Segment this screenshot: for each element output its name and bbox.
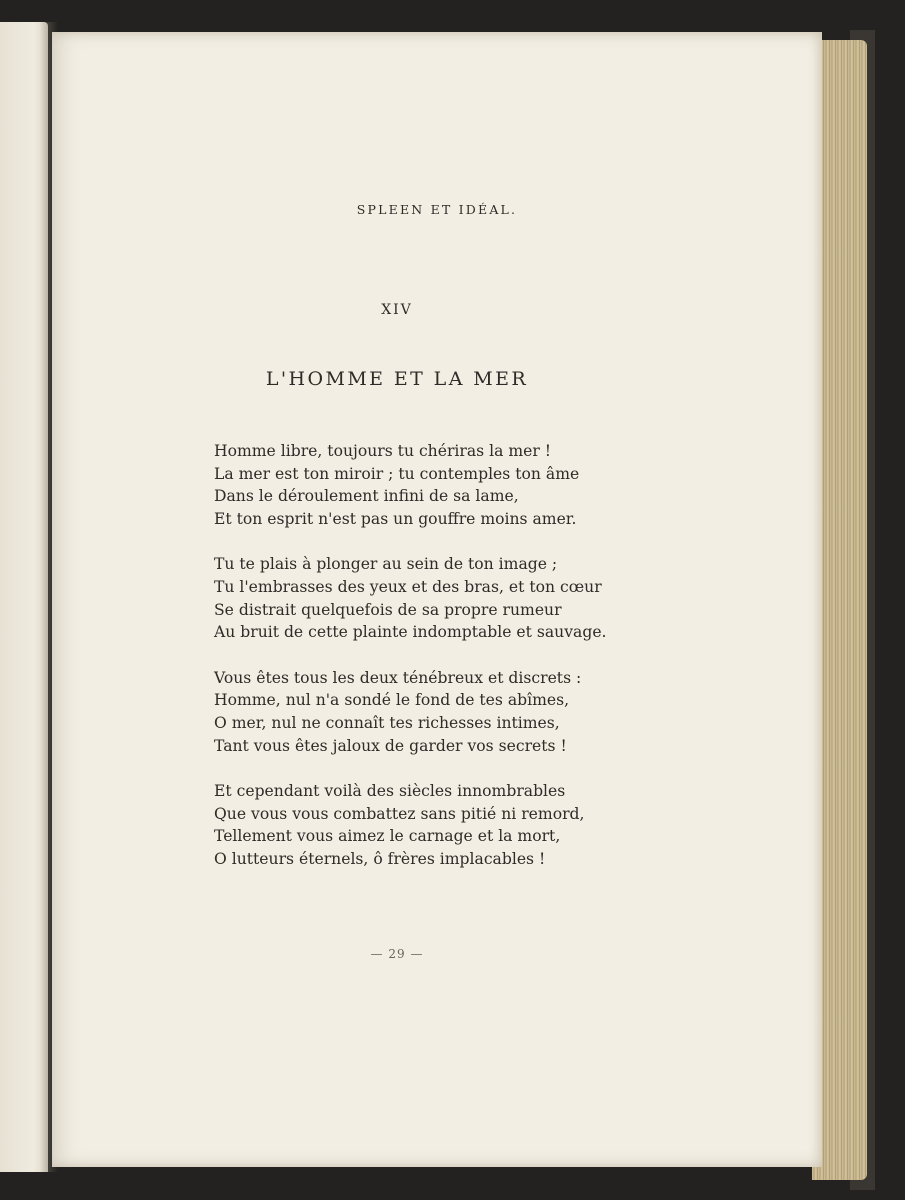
verse-line: O mer, nul ne connaît tes richesses intimes, <box>214 713 560 732</box>
stanza <box>214 440 607 530</box>
poem-body <box>214 440 607 894</box>
verse-line: Vous êtes tous les deux ténébreux et discrets : <box>214 668 582 687</box>
verse-line: Homme, nul n'a sondé le fond de tes abîmes, <box>214 691 570 710</box>
stanza <box>214 553 607 643</box>
page-number: — 29 — <box>370 947 424 961</box>
verse-line: Que vous vous combattez sans pitié ni remord, <box>214 804 585 823</box>
poem-title: L'HOMME ET LA MER <box>265 368 529 390</box>
stanza <box>214 667 607 757</box>
poem-number: XIV <box>381 302 413 318</box>
verse-line: Tellement vous aimez le carnage et la mort, <box>214 827 561 846</box>
verse-line: Tu l'embrasses des yeux et des bras, et ton cœur <box>214 577 602 596</box>
stanza <box>214 780 607 870</box>
verse-line: Tu te plais à plonger au sein de ton image ; <box>214 555 558 574</box>
running-head: SPLEEN ET IDÉAL. <box>356 202 518 217</box>
verse-line: O lutteurs éternels, ô frères implacables ! <box>214 849 546 868</box>
verse-line: Au bruit de cette plainte indomptable et sauvage. <box>214 623 607 642</box>
verse-line: Tant vous êtes jaloux de garder vos secrets ! <box>214 736 567 755</box>
verse-line: Dans le déroulement infini de sa lame, <box>214 487 519 506</box>
verse-line: Se distrait quelquefois de sa propre rumeur <box>214 600 562 619</box>
verse-line: La mer est ton miroir ; tu contemples ton âme <box>214 464 580 483</box>
verse-line: Et ton esprit n'est pas un gouffre moins amer. <box>214 509 577 528</box>
book-page <box>52 32 822 1167</box>
verse-line: Et cependant voilà des siècles innombrables <box>214 782 566 801</box>
verse-line: Homme libre, toujours tu chériras la mer ! <box>214 442 552 460</box>
